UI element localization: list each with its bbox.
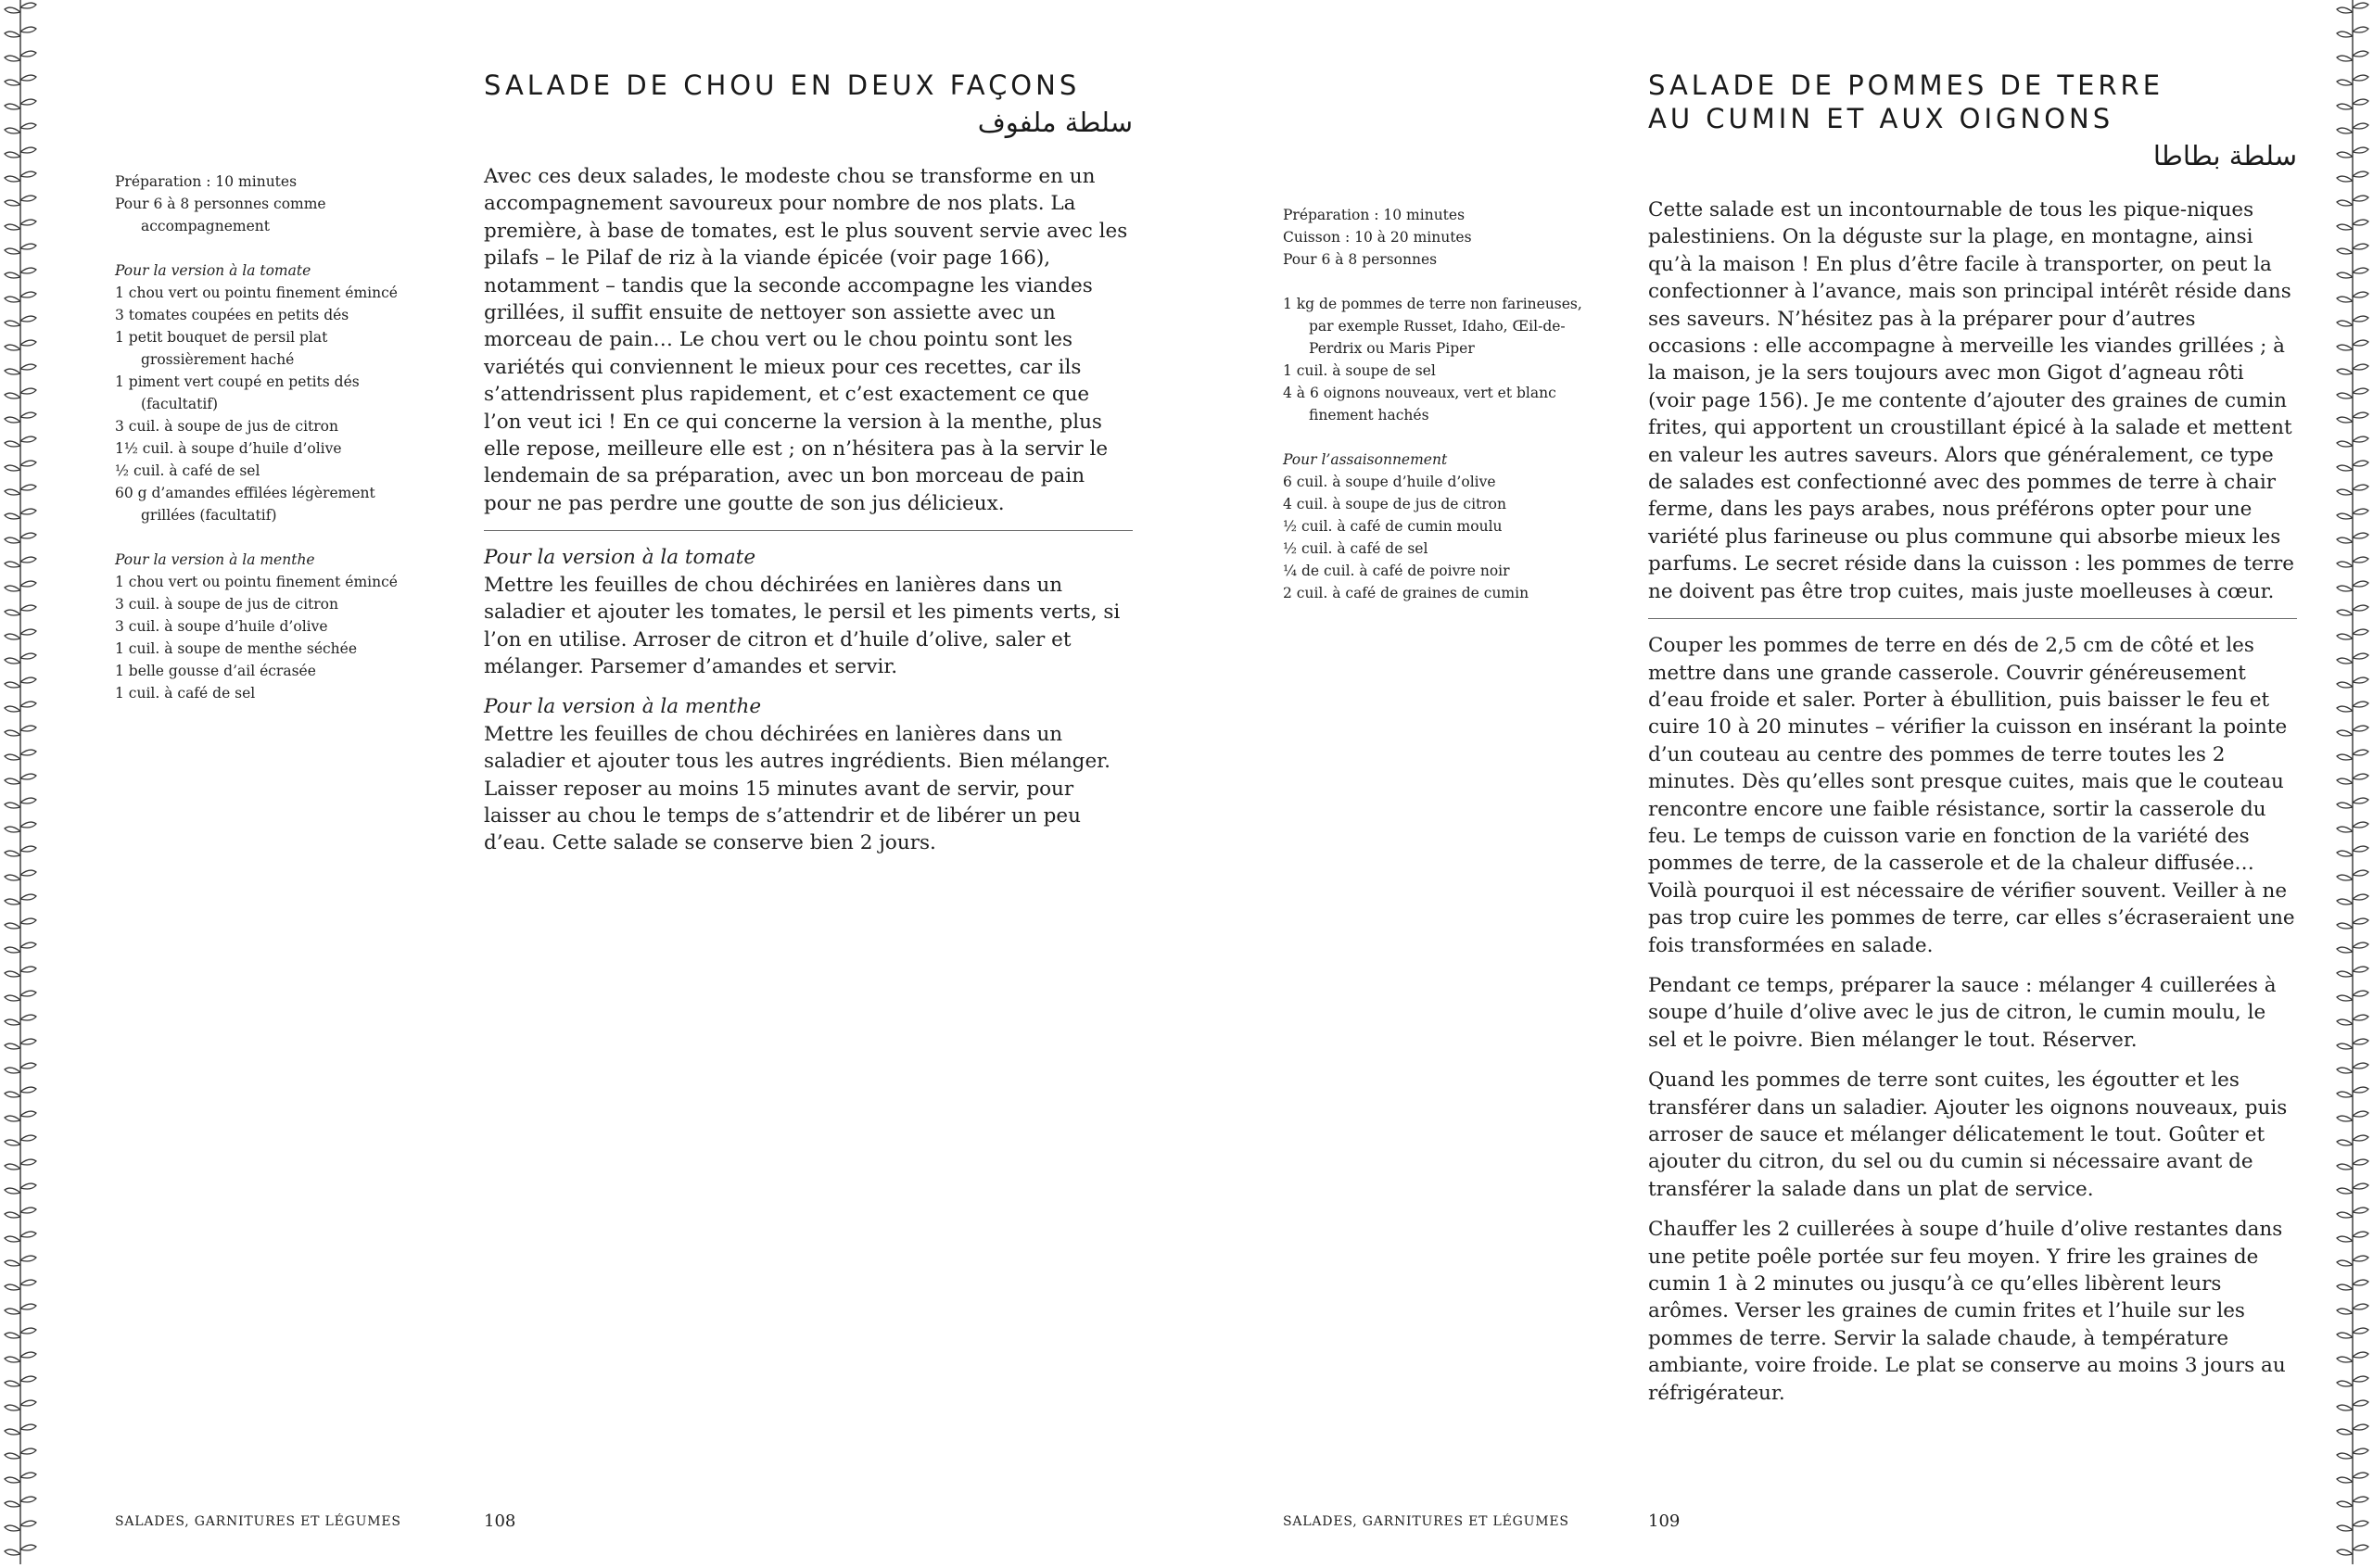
- footer-section-name: SALADES, GARNITURES ET LÉGUMES: [115, 1514, 401, 1529]
- left-page: [41, 0, 1186, 1564]
- tomato-ingredients-heading: Pour la version à la tomate: [115, 262, 311, 279]
- ingredient-item: 1½ cuil. à soupe d’huile d’olive: [115, 440, 342, 457]
- ingredient-item: 1 cuil. à soupe de menthe séchée: [115, 640, 358, 657]
- cook-time: Cuisson : 10 à 20 minutes: [1283, 229, 1472, 246]
- recipe-body: [484, 163, 1133, 870]
- method-step: Couper les pommes de terre en dés de 2,5 cm de côté et les mettre dans une grande casserole. Couvrir généreusement d’eau froide et saler. Porter à ébullition, puis baisser le feu et cuire 10 à 20 minutes – vérifier la cuisson en insérant la pointe d’un couteau au centre des pommes de terre toutes les 2 minutes. Dès qu’elles sont presque cuites, mais que le couteau rencontre encore une faible résistance, sortir la casserole du feu. Le temps de cuisson varie en fonction de la variété des pommes de terre, de la casserole et de la chaleur diffusée… Voilà pourquoi il est nécessaire de vérifier souvent. Veiller à ne pas trop cuire les pommes de terre, car elles s’écraseraient une fois transformées en salade.: [1648, 634, 2295, 957]
- method-step: Pendant ce temps, préparer la sauce : mélanger 4 cuillerées à soupe d’huile d’olive avec le jus de citron, le cumin moulu, le sel et le poivre. Bien mélanger le tout. Réserver.: [1648, 973, 2277, 1052]
- ingredient-item: 3 cuil. à soupe de jus de citron: [115, 418, 338, 435]
- decorative-border-left: [0, 0, 41, 1564]
- recipe-title-line-2: AU CUMIN ET AUX OIGNONS: [1648, 103, 2114, 134]
- ingredient-item: ¼ de cuil. à café de poivre noir: [1283, 563, 1510, 579]
- ingredient-item: 60 g d’amandes effilées légèrement grillées (facultatif): [115, 485, 375, 524]
- arabic-title: سلطة ملفوف: [977, 107, 1133, 138]
- servings: Pour 6 à 8 personnes: [1283, 251, 1438, 268]
- vine-pattern-right: [2332, 0, 2373, 1564]
- method-step: Chauffer les 2 cuillerées à soupe d’huile d’olive restantes dans une petite poêle portée sur feu moyen. Y frire les graines de cumin 1 à 2 minutes ou jusqu’à ce qu’elles libèrent leurs arômes. Verser les graines de cumin frites et l’huile sur les pommes de terre. Servir la salade chaude, à température ambiante, voire froide. Le plat se conserve au moins 3 jours au réfrigérateur.: [1648, 1218, 2286, 1405]
- mint-method: Mettre les feuilles de chou déchirées en lanières dans un saladier et ajouter tous les autres ingrédients. Bien mélanger. Laisser reposer au moins 15 minutes avant de servir, pour laisser au chou le temps de s’attendrir et de libérer un peu d’eau. Cette salade se conserve bien 2 jours.: [484, 722, 1110, 855]
- mint-method-heading: Pour la version à la menthe: [484, 695, 762, 719]
- ingredient-item: 1 chou vert ou pointu finement émincé: [115, 574, 398, 590]
- footer-section-name: SALADES, GARNITURES ET LÉGUMES: [1283, 1514, 1569, 1529]
- intro-paragraph: Avec ces deux salades, le modeste chou se transforme en un accompagnement savoureux pour nombre de nos plats. La première, à base de tomates, est le plus souvent servie avec les pilafs – le Pilaf de riz à la viande épicée (voir page 166), notamment – tandis que la seconde accompagne les viandes grillées, il suffit ensuite de nettoyer son assiette avec un morceau de pain… Le chou vert ou le chou pointu sont les variétés qui conviennent le mieux pour ces recettes, car ils s’attendrissent plus rapidement, et c’est exactement ce que l’on veut ici ! En ce qui concerne la version à la menthe, plus elle repose, meilleure elle est ; on n’hésitera pas à la servir le lendemain de sa préparation, avec un bon morceau de pain pour ne pas perdre une goutte de son jus délicieux.: [484, 165, 1128, 515]
- ingredient-item: 4 à 6 oignons nouveaux, vert et blanc finement hachés: [1283, 385, 1556, 424]
- ingredient-item: 6 cuil. à soupe d’huile d’olive: [1283, 474, 1496, 490]
- decorative-border-right: [2332, 0, 2373, 1564]
- ingredient-item: 1 belle gousse d’ail écrasée: [115, 663, 316, 679]
- tomato-method-heading: Pour la version à la tomate: [484, 546, 756, 570]
- ingredient-item: 3 tomates coupées en petits dés: [115, 307, 349, 323]
- ingredient-item: ½ cuil. à café de sel: [1283, 540, 1428, 557]
- ingredient-item: 1 cuil. à café de sel: [115, 685, 256, 702]
- ingredients-sidebar: [1283, 204, 1598, 604]
- page-number: 109: [1648, 1511, 1681, 1531]
- section-divider: [484, 530, 1133, 531]
- page-number: 108: [484, 1511, 516, 1531]
- arabic-title: سلطة بطاطا: [2152, 140, 2297, 171]
- right-page: [1186, 0, 2332, 1564]
- mint-ingredients-heading: Pour la version à la menthe: [115, 551, 315, 568]
- ingredient-item: 1 cuil. à soupe de sel: [1283, 362, 1436, 379]
- dressing-heading: Pour l’assaisonnement: [1283, 451, 1448, 468]
- intro-paragraph: Cette salade est un incontournable de tous les pique-niques palestiniens. On la déguste sur la plage, en montagne, ainsi qu’à la maison ! En plus d’être facile à transporter, on peut la confectionner à l’avance, mais son principal intérêt réside dans ses saveurs. N’hésitez pas à la préparer pour d’autres occasions : elle accompagne à merveille les viandes grillées ; à la maison, je la sers toujours avec mon Gigot d’agneau rôti (voir page 156). Je me contente d’ajouter des graines de cumin frites, qui apportent un croustillant épicé à la salade et mettent en valeur les autres saveurs. Alors que généralement, ce type de salades est confectionné avec des pommes de terre à chair ferme, dans les pays arabes, nous préférons opter pour une variété plus farineuse ou plus commune qui absorbe mieux les parfums. Le secret réside dans la cuisson : les pommes de terre ne doivent pas être trop cuites, mais juste moelleuses à cœur.: [1648, 198, 2294, 603]
- ingredient-item: ½ cuil. à café de cumin moulu: [1283, 518, 1503, 535]
- ingredient-item: 4 cuil. à soupe de jus de citron: [1283, 496, 1506, 512]
- recipe-title-line-1: SALADE DE POMMES DE TERRE: [1648, 70, 2164, 101]
- vine-pattern-left: [0, 0, 41, 1564]
- ingredient-item: 1 kg de pommes de terre non farineuses, par exemple Russet, Idaho, Œil-de-Perdrix ou Maris Piper: [1283, 296, 1582, 357]
- ingredient-item: 3 cuil. à soupe d’huile d’olive: [115, 618, 328, 635]
- ingredient-item: 3 cuil. à soupe de jus de citron: [115, 596, 338, 613]
- ingredient-item: ½ cuil. à café de sel: [115, 462, 260, 479]
- prep-time: Préparation : 10 minutes: [115, 173, 298, 190]
- section-divider: [1648, 618, 2297, 619]
- servings: Pour 6 à 8 personnes comme accompagnement: [115, 196, 326, 234]
- ingredient-item: 1 chou vert ou pointu finement émincé: [115, 285, 398, 301]
- ingredient-item: 1 piment vert coupé en petits dés (facultatif): [115, 373, 360, 412]
- ingredients-sidebar: [115, 171, 430, 704]
- recipe-body: [1648, 196, 2297, 1420]
- prep-time: Préparation : 10 minutes: [1283, 207, 1466, 223]
- method-step: Quand les pommes de terre sont cuites, les égoutter et les transférer dans un saladier. Ajouter les oignons nouveaux, puis arroser de sauce et mélanger délicatement le tout. Goûter et ajouter du citron, du sel ou du cumin si nécessaire avant de transférer la salade dans un plat de service.: [1648, 1069, 2288, 1201]
- ingredient-item: 2 cuil. à café de graines de cumin: [1283, 585, 1529, 601]
- tomato-method: Mettre les feuilles de chou déchirées en lanières dans un saladier et ajouter les tomates, le persil et les piments verts, si l’on en utilise. Arroser de citron et d’huile d’olive, saler et mélanger. Parsemer d’amandes et servir.: [484, 573, 1121, 678]
- recipe-title: SALADE DE CHOU EN DEUX FAÇONS: [484, 70, 1081, 101]
- ingredient-item: 1 petit bouquet de persil plat grossièrement haché: [115, 329, 328, 368]
